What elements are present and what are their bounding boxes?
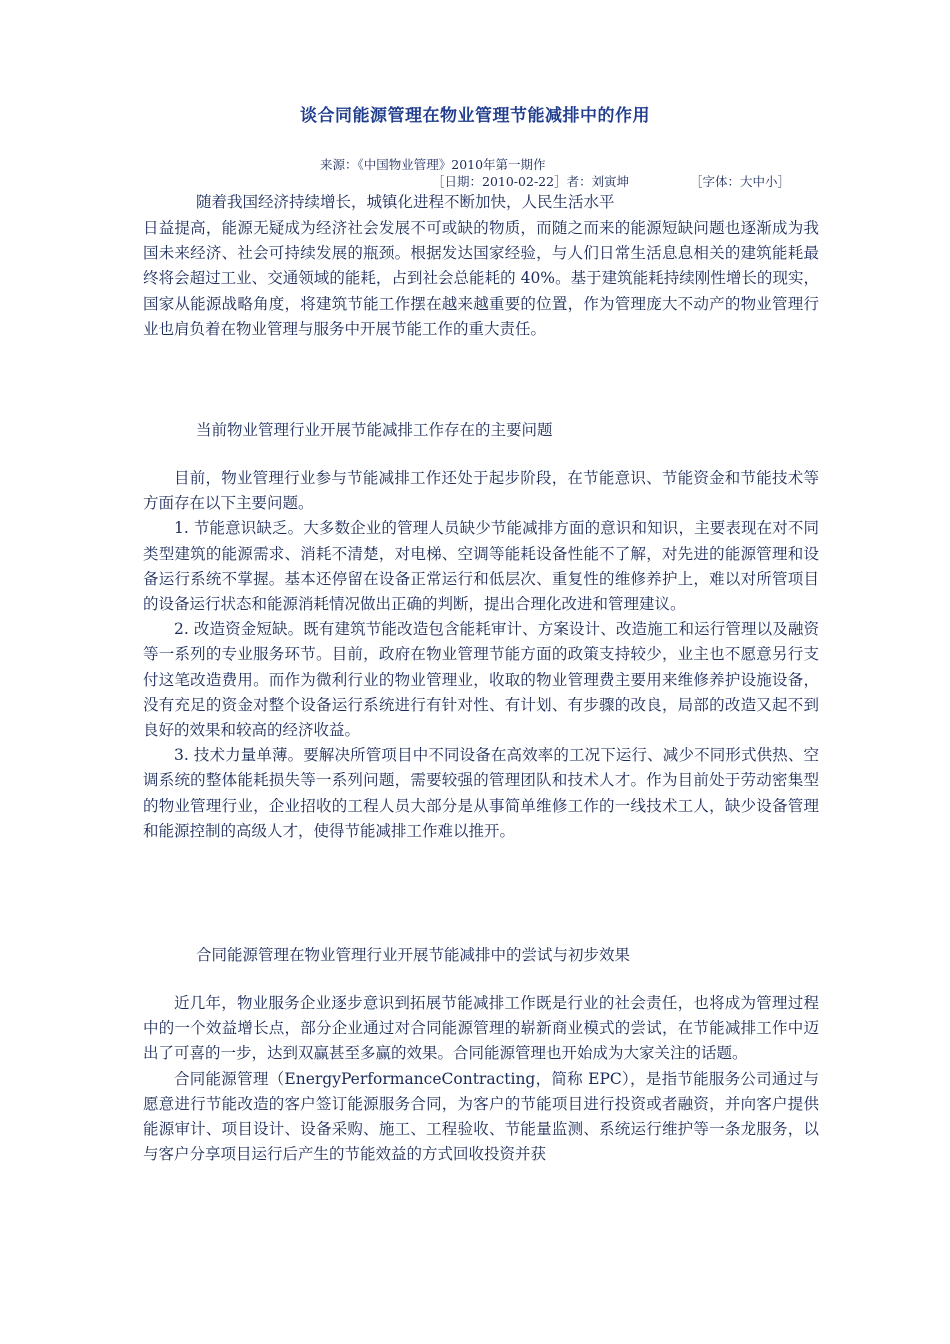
article-title: 谈合同能源管理在物业管理节能减排中的作用: [300, 106, 650, 126]
font-size-option[interactable]: ［字体：大中小］: [690, 174, 791, 189]
intro-body: [143, 216, 819, 342]
section1-paragraph: 3. 技术力量单薄。要解决所管项目中不同设备在高效率的工况下运行、减少不同形式供热、空调系统的整体能耗损失等一系列问题，需要较强的管理团队和技术人才。作为目前处于劳动密集型的物业管理行业，企业招收的工程人员大部分是从事简单维修工作的一线技术工人，缺少设备管理和能源控制的高级人才，使得节能减排工作难以推开。: [143, 746, 819, 840]
section1-paragraph: 1. 节能意识缺乏。大多数企业的管理人员缺少节能减排方面的意识和知识，主要表现在对不同类型建筑的能源需求、消耗不清楚，对电梯、空调等能耗设备性能不了解，对先进的能源管理和设备运行系统不掌握。基本还停留在设备正常运行和低层次、重复性的维修养护上，难以对所管项目的设备运行状态和能源消耗情况做出正确的判断，提出合理化改进和管理建议。: [143, 519, 819, 614]
article-date-author: ［日期：2010-02-22］者：刘寅坤: [432, 174, 630, 189]
section2-paragraph: 近几年，物业服务企业逐步意识到拓展节能减排工作既是行业的社会责任，也将成为管理过程中的一个效益增长点，部分企业通过对合同能源管理的崭新商业模式的尝试，在节能减排工作中迈出了可喜的一步，达到双赢甚至多赢的效果。合同能源管理也开始成为大家关注的话题。: [143, 994, 819, 1063]
section2-heading: 合同能源管理在物业管理行业开展节能减排中的尝试与初步效果: [196, 946, 631, 964]
intro-paragraph: 日益提高，能源无疑成为经济社会发展不可或缺的物质，而随之而来的能源短缺问题也逐渐成为我国未来经济、社会可持续发展的瓶颈。根据发达国家经验，与人们日常生活息息相关的建筑能耗最终将会超过工业、交通领域的能耗，占到社会总能耗的 40%。基于建筑能耗持续刚性增长的现实，国家从能源战略角度，将建筑节能工作摆在越来越重要的位置，作为管理庞大不动产的物业管理行业也肩负着在物业管理与服务中开展节能工作的重大责任。: [143, 219, 819, 338]
section1-paragraph: 目前，物业管理行业参与节能减排工作还处于起步阶段，在节能意识、节能资金和节能技术等方面存在以下主要问题。: [143, 469, 819, 513]
section2-paragraph: 合同能源管理（EnergyPerformanceContracting，简称 EPC），是指节能服务公司通过与愿意进行节能改造的客户签订能源服务合同，为客户的节能项目进行投资或者融资，并向客户提供能源审计、项目设计、设备采购、施工、工程验收、节能量监测、系统运行维护等一条龙服务，以与客户分享项目运行后产生的节能效益的方式回收投资并获: [143, 1069, 819, 1164]
section1-paragraph: 2. 改造资金短缺。既有建筑节能改造包含能耗审计、方案设计、改造施工和运行管理以及融资等一系列的专业服务环节。目前，政府在物业管理节能方面的政策支持较少，业主也不愿意另行支付这笔改造费用。而作为微利行业的物业管理业，收取的物业管理费主要用来维修养护设施设备，没有充足的资金对整个设备运行系统进行有针对性、有计划、有步骤的改良，局部的改造又起不到良好的效果和较高的经济收益。: [143, 620, 819, 740]
section2-body: [143, 991, 819, 1167]
article-source: 来源：《中国物业管理》2010年第一期作: [320, 157, 546, 172]
section1-body: [143, 466, 819, 844]
intro-first-line: 随着我国经济持续增长，城镇化进程不断加快，人民生活水平: [196, 193, 615, 211]
section1-heading: 当前物业管理行业开展节能减排工作存在的主要问题: [196, 421, 553, 439]
